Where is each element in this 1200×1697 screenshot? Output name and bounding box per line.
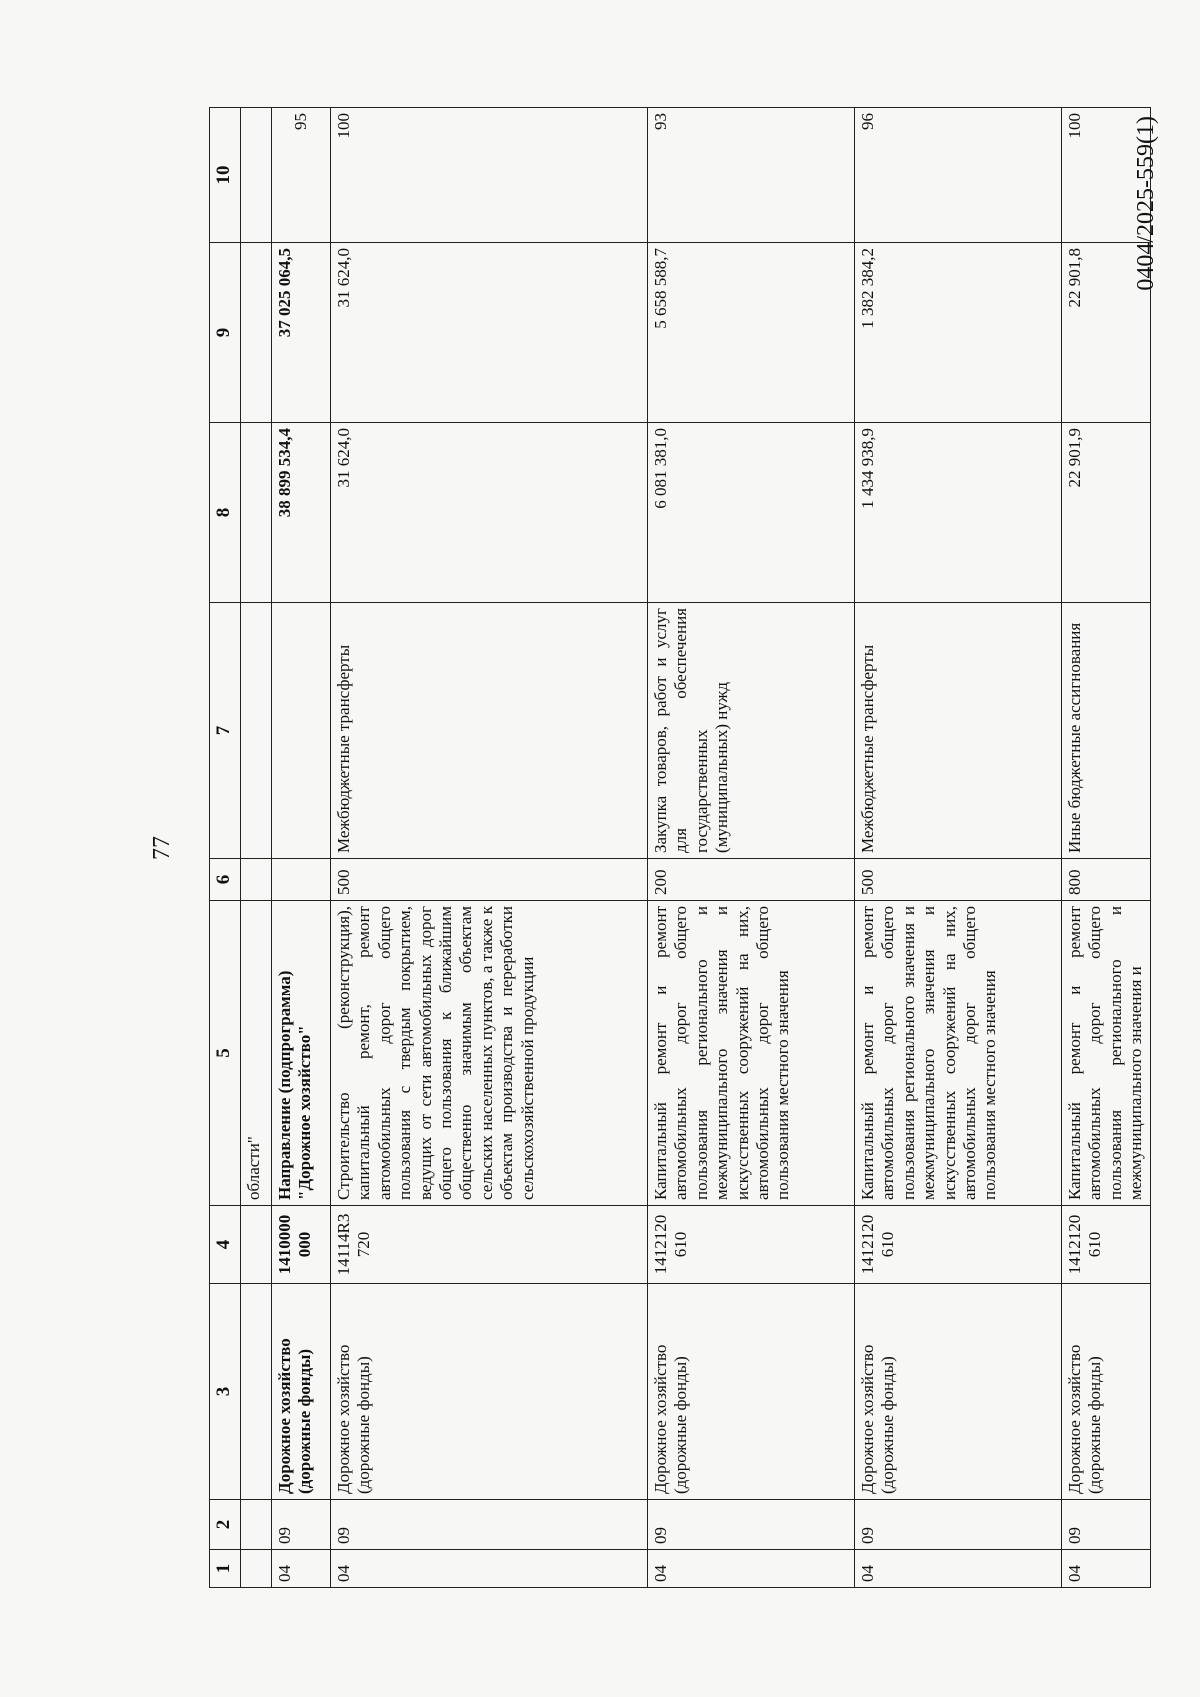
cell-percent: 93 xyxy=(648,108,855,243)
cell-section: 04 xyxy=(272,1550,331,1588)
table-row xyxy=(648,108,855,1588)
cell-expense-name xyxy=(272,603,331,859)
cell-actual: 37 025 064,5 xyxy=(272,243,331,423)
cell-subsection: 09 xyxy=(272,1500,331,1550)
cell-section: 04 xyxy=(855,1550,1062,1588)
column-header: 10 xyxy=(210,108,241,243)
cell-actual: 5 658 588,7 xyxy=(648,243,855,423)
cell-section: 04 xyxy=(331,1550,648,1588)
cell-name: Дорожное хозяйство (дорожные фонды) xyxy=(272,1284,331,1500)
cell-expense-name: Межбюджетные трансферты xyxy=(855,603,1062,859)
column-header: 5 xyxy=(210,901,241,1206)
cell-name: Дорожное хозяйство (дорожные фонды) xyxy=(1062,1284,1151,1500)
column-header: 6 xyxy=(210,859,241,901)
cell-plan: 1 434 938,9 xyxy=(855,423,1062,603)
cell-expense-name: Иные бюджетные ассигнования xyxy=(1062,603,1151,859)
cell-expense-code: 500 xyxy=(855,859,1062,901)
table-row xyxy=(855,108,1062,1588)
cell-expense-name: Межбюджетные трансферты xyxy=(331,603,648,859)
cell-actual: 1 382 384,2 xyxy=(855,243,1062,423)
budget-table xyxy=(209,107,1151,1588)
column-header: 2 xyxy=(210,1500,241,1550)
continuation-text: области" xyxy=(241,901,272,1206)
cell-expense-code xyxy=(272,859,331,901)
table-row xyxy=(331,108,648,1588)
cell-expense-code: 800 xyxy=(1062,859,1151,901)
cell-plan: 22 901,9 xyxy=(1062,423,1151,603)
cell-plan: 31 624,0 xyxy=(331,423,648,603)
cell-plan: 38 899 534,4 xyxy=(272,423,331,603)
page-number: 77 xyxy=(149,836,175,860)
cell-target-code: 1412120 610 xyxy=(648,1206,855,1284)
cell-expense-name: Закупка товаров, работ и услуг для обеспечения государственных (муниципальных) нужд xyxy=(648,603,855,859)
cell-subsection: 09 xyxy=(1062,1500,1151,1550)
cell-subsection: 09 xyxy=(648,1500,855,1550)
column-header: 1 xyxy=(210,1550,241,1588)
column-number-header-row xyxy=(210,108,241,1588)
column-header: 9 xyxy=(210,243,241,423)
cell-name: Дорожное хозяйство (дорожные фонды) xyxy=(331,1284,648,1500)
cell-section: 04 xyxy=(648,1550,855,1588)
cell-name: Дорожное хозяйство (дорожные фонды) xyxy=(855,1284,1062,1500)
cell-expense-code: 500 xyxy=(331,859,648,901)
rotated-landscape-content xyxy=(125,108,1159,1588)
cell-description: Направление (подпрограмма) "Дорожное хозяйство" xyxy=(272,901,331,1206)
cell-percent: 96 xyxy=(855,108,1062,243)
continuation-row xyxy=(241,108,272,1588)
cell-target-code: 14114R3 720 xyxy=(331,1206,648,1284)
column-header: 8 xyxy=(210,423,241,603)
document-code: 0404/2025-559(1) xyxy=(1133,116,1159,291)
cell-subsection: 09 xyxy=(331,1500,648,1550)
cell-section: 04 xyxy=(1062,1550,1151,1588)
cell-expense-code: 200 xyxy=(648,859,855,901)
cell-actual: 31 624,0 xyxy=(331,243,648,423)
cell-percent: 100 xyxy=(1062,108,1151,243)
cell-percent: 95 xyxy=(272,108,331,243)
column-header: 7 xyxy=(210,603,241,859)
column-header: 4 xyxy=(210,1206,241,1284)
column-header: 3 xyxy=(210,1284,241,1500)
cell-actual: 22 901,8 xyxy=(1062,243,1151,423)
cell-description: Капитальный ремонт и ремонт автомобильных дорог общего пользования регионального значения и межмуниципального значения и искусственных сооружений на них, автомобильных дорог общего пользования местного значения xyxy=(855,901,1062,1206)
cell-description: Капитальный ремонт и ремонт автомобильных дорог общего пользования регионального и межмуниципального значения и xyxy=(1062,901,1151,1206)
cell-description: Строительство (реконструкция), капитальный ремонт, ремонт автомобильных дорог общего пользования с твердым покрытием, ведущих от сети автомобильных дорог общего пользования к ближайшим общественно значимым объектам сельских населенных пунктов, а также к объектам производства и переработки сельскохозяйственной продукции xyxy=(331,901,648,1206)
table-row-direction-total xyxy=(272,108,331,1588)
cell-name: Дорожное хозяйство (дорожные фонды) xyxy=(648,1284,855,1500)
cell-target-code: 1412120 610 xyxy=(855,1206,1062,1284)
cell-target-code: 1410000 000 xyxy=(272,1206,331,1284)
cell-subsection: 09 xyxy=(855,1500,1062,1550)
cell-plan: 6 081 381,0 xyxy=(648,423,855,603)
table-row xyxy=(1062,108,1151,1588)
cell-description: Капитальный ремонт и ремонт автомобильных дорог общего пользования регионального и межмуниципального значения и искусственных сооружений на них, автомобильных дорог общего пользования местного значения xyxy=(648,901,855,1206)
cell-target-code: 1412120 610 xyxy=(1062,1206,1151,1284)
cell-percent: 100 xyxy=(331,108,648,243)
